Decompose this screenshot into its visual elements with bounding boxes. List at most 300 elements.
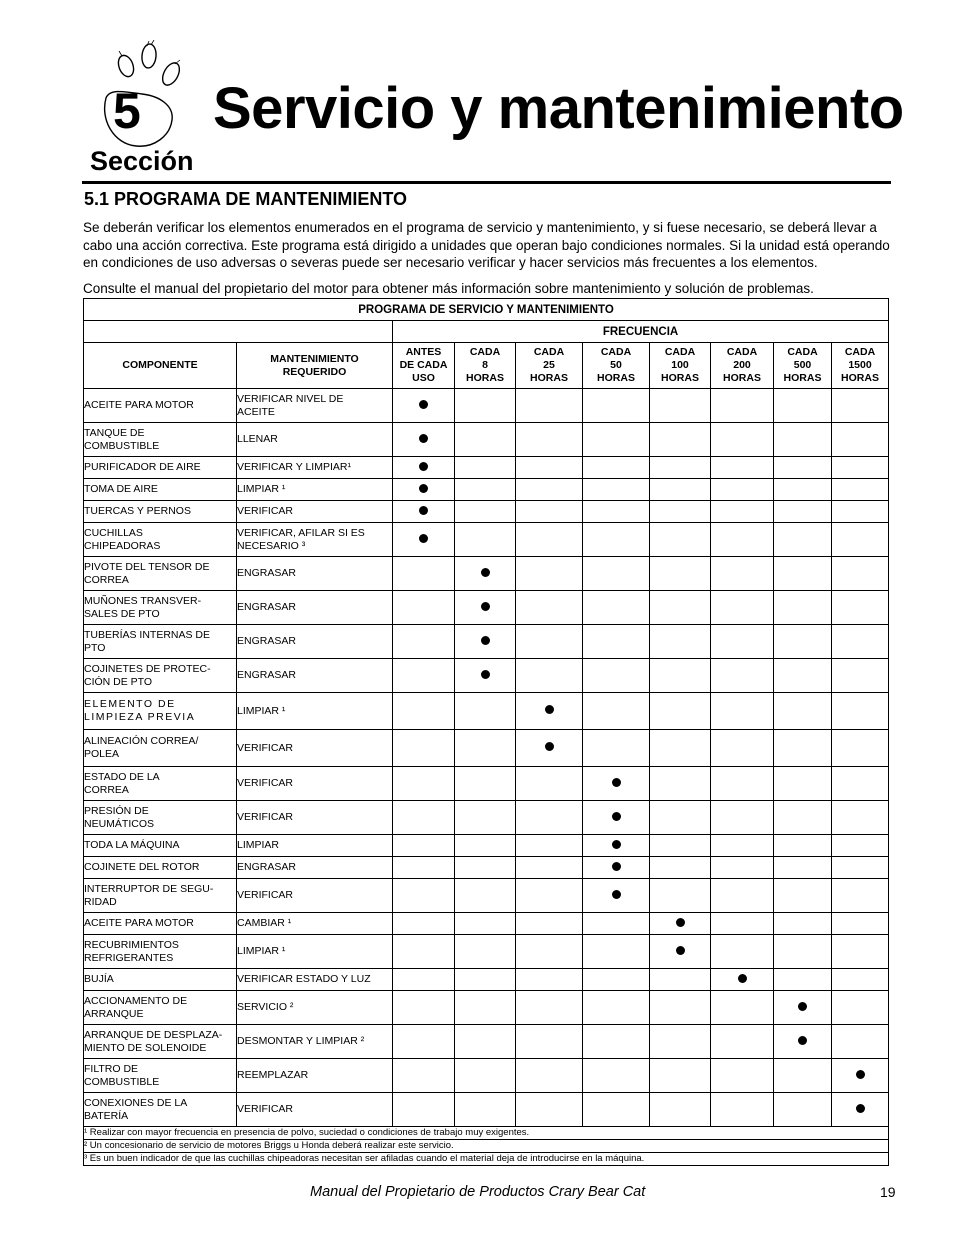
interval-cell [650,835,711,857]
engine-manual-note: Consulte el manual del propietario del motor para obtener más información sobre mantenimiento y solución de problemas. [83,281,814,296]
component-header: COMPONENTE [84,343,237,389]
maintenance-cell [237,389,393,423]
component-line: CONEXIONES DE LA [84,1096,188,1109]
interval-cell [711,659,774,693]
schedule-row [84,1025,889,1059]
interval-cell [832,659,889,693]
interval-cell [832,801,889,835]
interval-cell [774,423,832,457]
interval-cell [832,457,889,479]
interval-cell [832,991,889,1025]
interval-header-line: HORAS [723,372,761,384]
component-line: BUJÍA [84,973,114,985]
interval-cell [393,625,455,659]
interval-cell [832,1025,889,1059]
interval-cell [832,389,889,423]
component-line: ACEITE PARA MOTOR [84,917,194,929]
schedule-row [84,501,889,523]
footnote-row [84,1140,889,1153]
page-title: Servicio y mantenimiento [213,76,904,141]
maintenance-cell [237,935,393,969]
interval-header [832,343,889,389]
component-line: INTERRUPTOR DE SEGU- [84,882,214,895]
component-line: FILTRO DE [84,1062,139,1075]
interval-cell [583,767,650,801]
interval-cell [455,693,516,730]
maintenance-schedule-table [83,298,889,1166]
component-line: ARRANQUE [84,1007,144,1020]
interval-cell [711,1059,774,1093]
interval-cell [393,730,455,767]
footnote: ¹ Realizar con mayor frecuencia en presencia de polvo, suciedad o condiciones de trabajo muy exigentes. [84,1127,889,1140]
interval-cell [516,857,583,879]
interval-cell [516,389,583,423]
interval-cell [650,501,711,523]
interval-cell [455,1025,516,1059]
component-line: RECUBRIMIENTOS [84,938,179,951]
schedule-row [84,1059,889,1093]
maintenance-line: VERIFICAR ESTADO Y LUZ [237,973,371,985]
maintenance-cell [237,693,393,730]
interval-cell [583,557,650,591]
interval-cell [455,501,516,523]
interval-header-line: HORAS [466,372,504,384]
maintenance-line: VERIFICAR [237,505,294,517]
interval-cell [774,1059,832,1093]
interval-cell [516,659,583,693]
component-line: PRESIÓN DE [84,804,149,817]
interval-cell [393,523,455,557]
interval-cell [516,1025,583,1059]
interval-header-line: CADA [533,346,565,358]
interval-cell [832,857,889,879]
component-cell [84,457,237,479]
interval-cell [832,913,889,935]
interval-cell [711,969,774,991]
interval-cell [774,879,832,913]
maintenance-line: LIMPIAR ¹ [237,945,286,957]
interval-cell [711,991,774,1025]
component-cell [84,767,237,801]
schedule-dot-marker [481,636,490,645]
interval-cell [832,523,889,557]
interval-cell [583,693,650,730]
component-cell [84,969,237,991]
interval-cell [774,767,832,801]
component-cell [84,659,237,693]
interval-cell [711,801,774,835]
interval-cell [583,1025,650,1059]
interval-cell [711,935,774,969]
component-cell [84,693,237,730]
interval-cell [516,693,583,730]
interval-cell [393,1059,455,1093]
interval-cell [774,801,832,835]
interval-cell [832,557,889,591]
interval-cell [455,557,516,591]
maintenance-cell [237,1059,393,1093]
schedule-dot-marker [419,434,428,443]
component-cell [84,913,237,935]
interval-cell [650,423,711,457]
interval-cell [393,389,455,423]
interval-cell [516,479,583,501]
interval-header-line: CADA [469,346,501,358]
schedule-row [84,479,889,501]
interval-header [774,343,832,389]
interval-cell [455,479,516,501]
maintenance-line: VERIFICAR Y LIMPIAR¹ [237,461,351,473]
interval-cell [393,801,455,835]
interval-cell [774,389,832,423]
maintenance-cell [237,591,393,625]
maintenance-cell [237,659,393,693]
interval-cell [832,1093,889,1127]
interval-cell [393,991,455,1025]
interval-cell [583,969,650,991]
component-cell [84,625,237,659]
interval-cell [650,1025,711,1059]
component-line: MUÑONES TRANSVER- [84,594,202,607]
component-line: CORREA [84,573,129,586]
schedule-row [84,879,889,913]
interval-cell [393,423,455,457]
component-cell [84,879,237,913]
interval-header-line: CADA [844,346,876,358]
frequency-header: FRECUENCIA [393,321,889,343]
interval-cell [650,693,711,730]
schedule-row [84,835,889,857]
interval-cell [516,625,583,659]
title-rule [82,181,891,184]
component-line: ESTADO DE LA [84,770,160,783]
interval-cell [516,1093,583,1127]
component-cell [84,389,237,423]
component-line: CHIPEADORAS [84,539,161,552]
schedule-dot-marker [481,568,490,577]
schedule-row [84,730,889,767]
maintenance-line: ENGRASAR [237,861,296,873]
maintenance-header [237,343,393,389]
component-cell [84,479,237,501]
maintenance-cell [237,457,393,479]
interval-cell [711,730,774,767]
schedule-row [84,693,889,730]
interval-cell [711,625,774,659]
interval-cell [832,591,889,625]
interval-cell [393,693,455,730]
component-line: COMBUSTIBLE [84,1075,160,1088]
schedule-row [84,935,889,969]
interval-cell [455,835,516,857]
interval-header-line: USO [412,372,435,384]
component-line: POLEA [84,748,120,760]
interval-cell [711,557,774,591]
interval-cell [516,523,583,557]
footnote-row [84,1127,889,1140]
interval-cell [832,501,889,523]
column-header-row [84,343,889,389]
interval-cell [455,523,516,557]
component-line: ARRANQUE DE DESPLAZA- [84,1028,223,1041]
interval-cell [711,835,774,857]
interval-cell [650,730,711,767]
maintenance-cell [237,479,393,501]
interval-header [583,343,650,389]
interval-cell [774,557,832,591]
interval-cell [516,991,583,1025]
table-caption: PROGRAMA DE SERVICIO Y MANTENIMIENTO [84,299,889,321]
interval-cell [711,423,774,457]
interval-cell [516,730,583,767]
interval-cell [650,389,711,423]
interval-cell [516,935,583,969]
maintenance-line: DESMONTAR Y LIMPIAR ² [237,1035,365,1047]
interval-cell [774,1025,832,1059]
maintenance-cell [237,991,393,1025]
interval-cell [650,991,711,1025]
interval-header [711,343,774,389]
schedule-dot-marker [612,840,621,849]
interval-cell [711,1093,774,1127]
interval-cell [393,1025,455,1059]
component-cell [84,501,237,523]
schedule-row [84,801,889,835]
interval-cell [832,423,889,457]
interval-header-line: HORAS [783,372,822,384]
interval-cell [393,659,455,693]
interval-cell [516,557,583,591]
schedule-row [84,991,889,1025]
component-line: TODA LA MÁQUINA [84,839,180,851]
component-cell [84,835,237,857]
interval-cell [455,457,516,479]
component-cell [84,1093,237,1127]
maintenance-cell [237,857,393,879]
interval-cell [711,879,774,913]
schedule-dot-marker [419,484,428,493]
schedule-row [84,767,889,801]
interval-cell [583,479,650,501]
interval-cell [583,501,650,523]
schedule-row [84,457,889,479]
component-line: TANQUE DE [84,426,145,439]
schedule-row [84,523,889,557]
interval-cell [393,557,455,591]
interval-cell [455,389,516,423]
maintenance-cell [237,1093,393,1127]
interval-cell [516,1059,583,1093]
interval-cell [650,1093,711,1127]
maintenance-cell [237,523,393,557]
schedule-dot-marker [419,534,428,543]
interval-cell [393,835,455,857]
interval-header-line: HORAS [530,372,568,384]
component-line: REFRIGERANTES [84,951,174,964]
interval-cell [455,730,516,767]
maintenance-line: VERIFICAR [237,811,294,823]
interval-cell [516,591,583,625]
interval-cell [650,591,711,625]
interval-cell [583,457,650,479]
schedule-dot-marker [738,974,747,983]
schedule-dot-marker [612,862,621,871]
component-cell [84,1059,237,1093]
interval-cell [832,835,889,857]
interval-cell [774,969,832,991]
schedule-dot-marker [419,506,428,515]
interval-cell [455,935,516,969]
component-line: TUBERÍAS INTERNAS DE [84,628,211,641]
interval-header-line: HORAS [661,372,699,384]
interval-header-line: 1500 [848,359,872,371]
interval-cell [774,857,832,879]
interval-cell [774,501,832,523]
maintenance-line: LIMPIAR [237,839,280,851]
maintenance-line: VERIFICAR [237,741,294,754]
component-line: TUERCAS Y PERNOS [84,505,191,517]
interval-cell [832,730,889,767]
component-line: ALINEACIÓN CORREA/ [84,735,199,747]
interval-cell [711,1025,774,1059]
maintenance-cell [237,1025,393,1059]
maintenance-cell [237,625,393,659]
interval-cell [650,457,711,479]
interval-cell [455,659,516,693]
schedule-row [84,969,889,991]
interval-cell [455,991,516,1025]
schedule-dot-marker [545,705,554,714]
component-line: ELEMENTO DE [84,698,176,710]
maintenance-line: LLENAR [237,433,278,445]
interval-cell [832,479,889,501]
schedule-dot-marker [419,462,428,471]
maintenance-cell [237,879,393,913]
interval-cell [455,879,516,913]
interval-header-line: 200 [733,359,751,371]
page-footer [0,1184,954,1202]
interval-header-line: CADA [600,346,632,358]
maintenance-line: VERIFICAR NIVEL DE [237,392,344,405]
interval-cell [711,767,774,801]
component-line: SALES DE PTO [84,607,160,620]
component-line: PTO [84,641,106,654]
schedule-dot-marker [798,1002,807,1011]
interval-cell [393,857,455,879]
interval-cell [650,523,711,557]
interval-cell [393,879,455,913]
interval-cell [832,1059,889,1093]
interval-cell [583,389,650,423]
intro-paragraph: Se deberán verificar los elementos enumerados en el programa de servicio y mantenimiento, y si fuese necesario, se deberá llevar a cabo una acción correctiva. Este programa está dirigido a unidades que operan bajo condiciones normales. Si la unidad está operando en condiciones de uso adversas o severas puede ser necesario verificar y hacer servicios más frecuentes a los elementos. [83,220,890,270]
footnote: ² Un concesionario de servicio de motores Briggs u Honda deberá realizar este servicio. [84,1140,889,1153]
maintenance-cell [237,835,393,857]
schedule-dot-marker [612,812,621,821]
schedule-rows [84,389,889,1166]
schedule-dot-marker [856,1104,865,1113]
maintenance-line: VERIFICAR [237,1103,294,1115]
interval-cell [516,801,583,835]
section-number: 5 [113,83,141,139]
maintenance-header-line: MANTENIMIENTO [270,352,359,365]
interval-cell [711,523,774,557]
schedule-dot-marker [419,400,428,409]
maintenance-line: ENGRASAR [237,601,296,613]
component-cell [84,523,237,557]
component-cell [84,591,237,625]
schedule-dot-marker [798,1036,807,1045]
interval-cell [832,935,889,969]
interval-cell [711,857,774,879]
component-cell [84,935,237,969]
interval-cell [650,935,711,969]
footnote: ³ Es un buen indicador de que las cuchillas chipeadoras necesitan ser afiladas cuando el material deja de introducirse en la máquina. [84,1153,889,1166]
interval-cell [711,501,774,523]
interval-cell [393,501,455,523]
interval-cell [774,523,832,557]
maintenance-cell [237,423,393,457]
interval-cell [455,591,516,625]
interval-cell [455,801,516,835]
interval-cell [393,457,455,479]
schedule-row [84,913,889,935]
interval-header-line: CADA [787,346,818,358]
interval-cell [583,857,650,879]
interval-cell [583,591,650,625]
interval-cell [711,591,774,625]
schedule-row [84,1093,889,1127]
interval-cell [583,625,650,659]
schedule-row [84,857,889,879]
interval-header [455,343,516,389]
maintenance-line: VERIFICAR, AFILAR SI ES [237,526,365,539]
schedule-dot-marker [481,602,490,611]
interval-cell [832,693,889,730]
maintenance-cell [237,730,393,767]
component-line: CIÓN DE PTO [84,675,153,688]
interval-cell [583,659,650,693]
maintenance-cell [237,557,393,591]
interval-header-line: 50 [610,359,622,371]
interval-header-line: HORAS [841,372,879,384]
interval-cell [516,457,583,479]
schedule-dot-marker [481,670,490,679]
bear-paw-logo [96,40,188,150]
interval-cell [583,523,650,557]
interval-header-line: HORAS [597,372,635,384]
component-cell [84,557,237,591]
interval-cell [583,835,650,857]
interval-cell [455,1059,516,1093]
interval-cell [650,479,711,501]
maintenance-line: ENGRASAR [237,635,296,647]
interval-cell [832,879,889,913]
interval-cell [774,730,832,767]
component-cell [84,423,237,457]
interval-cell [650,969,711,991]
component-line: TOMA DE AIRE [84,483,158,495]
component-line: COMBUSTIBLE [84,439,160,452]
schedule-dot-marker [545,742,554,751]
component-cell [84,801,237,835]
interval-cell [832,625,889,659]
interval-cell [711,389,774,423]
component-line: LIMPIEZA PREVIA [84,711,196,723]
schedule-row [84,423,889,457]
component-cell [84,857,237,879]
interval-cell [393,767,455,801]
interval-cell [711,913,774,935]
